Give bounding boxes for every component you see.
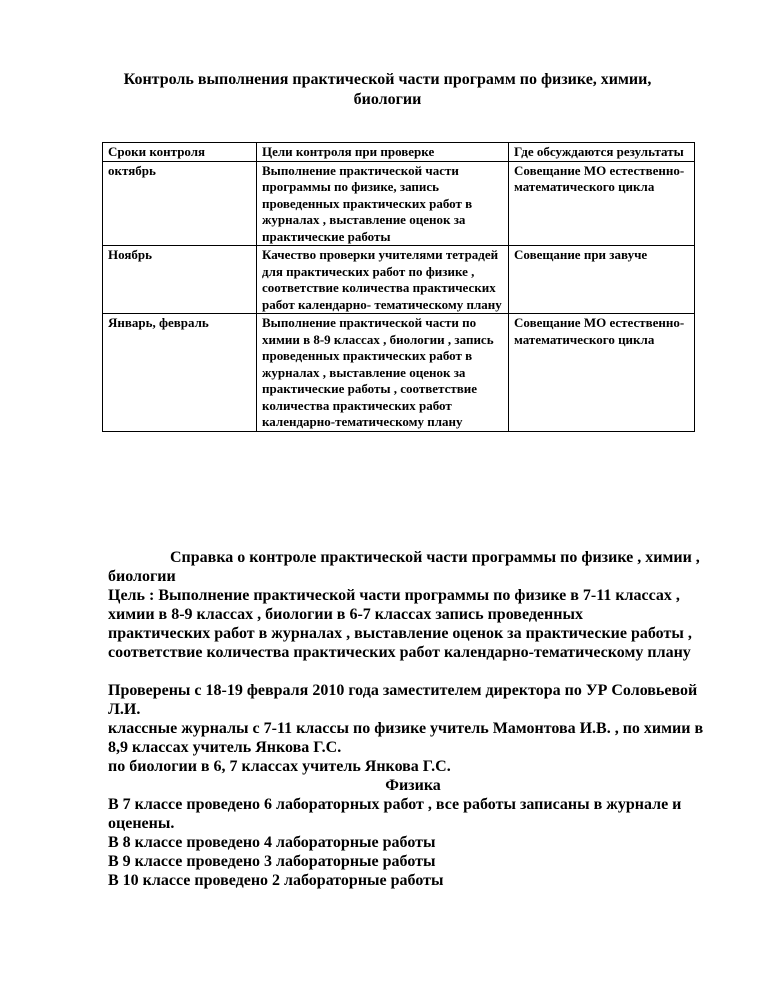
control-table bbox=[102, 142, 695, 432]
cell-place: Совещание МО естественно-математического цикла bbox=[509, 314, 695, 432]
physics-grade-10: В 10 классе проведено 2 лабораторные работы bbox=[108, 872, 444, 889]
header-period: Сроки контроля bbox=[103, 143, 257, 162]
cell-period: Ноябрь bbox=[103, 246, 257, 314]
header-goal: Цели контроля при проверке bbox=[257, 143, 509, 162]
physics-grade-9: В 9 классе проведено 3 лабораторные работы bbox=[108, 853, 436, 870]
physics-grade-8: В 8 классе проведено 4 лабораторные работы bbox=[108, 834, 436, 851]
spacer bbox=[108, 662, 718, 681]
cell-period: октябрь bbox=[103, 161, 257, 246]
physics-grade-7: В 7 классе проведено 6 лабораторных работ , все работы записаны в журнале и оценены. bbox=[108, 796, 682, 832]
table-header-row bbox=[103, 143, 695, 162]
header-place: Где обсуждаются результаты bbox=[509, 143, 695, 162]
report-heading: Справка о контроле практической части программы по физике , химии , биологии bbox=[108, 549, 700, 585]
cell-goal: Качество проверки учителями тетрадей для практических работ по физике , соответствие количества практических работ календарно- тематическому плану bbox=[257, 246, 509, 314]
physics-heading: Физика bbox=[385, 777, 441, 794]
report-section bbox=[108, 548, 718, 890]
cell-place: Совещание МО естественно-математического цикла bbox=[509, 161, 695, 246]
report-checked-by: Проверены с 18-19 февраля 2010 года заместителем директора по УР Соловьевой Л.И. bbox=[108, 682, 698, 718]
cell-goal: Выполнение практической части программы по физике, запись проведенных практических работ в журналах , выставление оценок за практические работы bbox=[257, 161, 509, 246]
report-journals: классные журналы с 7-11 классы по физике учитель Мамонтова И.В. , по химии в 8,9 классах учитель Янкова Г.С. bbox=[108, 720, 704, 756]
report-goal: Цель : Выполнение практической части программы по физике в 7-11 классах , химии в 8-9 классах , биологии в 6-7 классах запись проведенных bbox=[108, 587, 680, 623]
table-row bbox=[103, 161, 695, 246]
table-row bbox=[103, 314, 695, 432]
table-row bbox=[103, 246, 695, 314]
cell-place: Совещание при завуче bbox=[509, 246, 695, 314]
cell-period: Январь, февраль bbox=[103, 314, 257, 432]
document-title: Контроль выполнения практической части программ по физике, химии, биологии bbox=[123, 71, 652, 108]
report-biology: по биологии в 6, 7 классах учитель Янкова Г.С. bbox=[108, 758, 451, 775]
report-goal-continued: практических работ в журналах , выставление оценок за практические работы , соответствие количества практических работ календарно-тематическому плану bbox=[108, 625, 692, 661]
cell-goal: Выполнение практической части по химии в 8-9 классах , биологии , запись проведенных практических работ в журналах , выставление оценок за практические работы , соответствие количества практических работ календарно-тематическому плану bbox=[257, 314, 509, 432]
